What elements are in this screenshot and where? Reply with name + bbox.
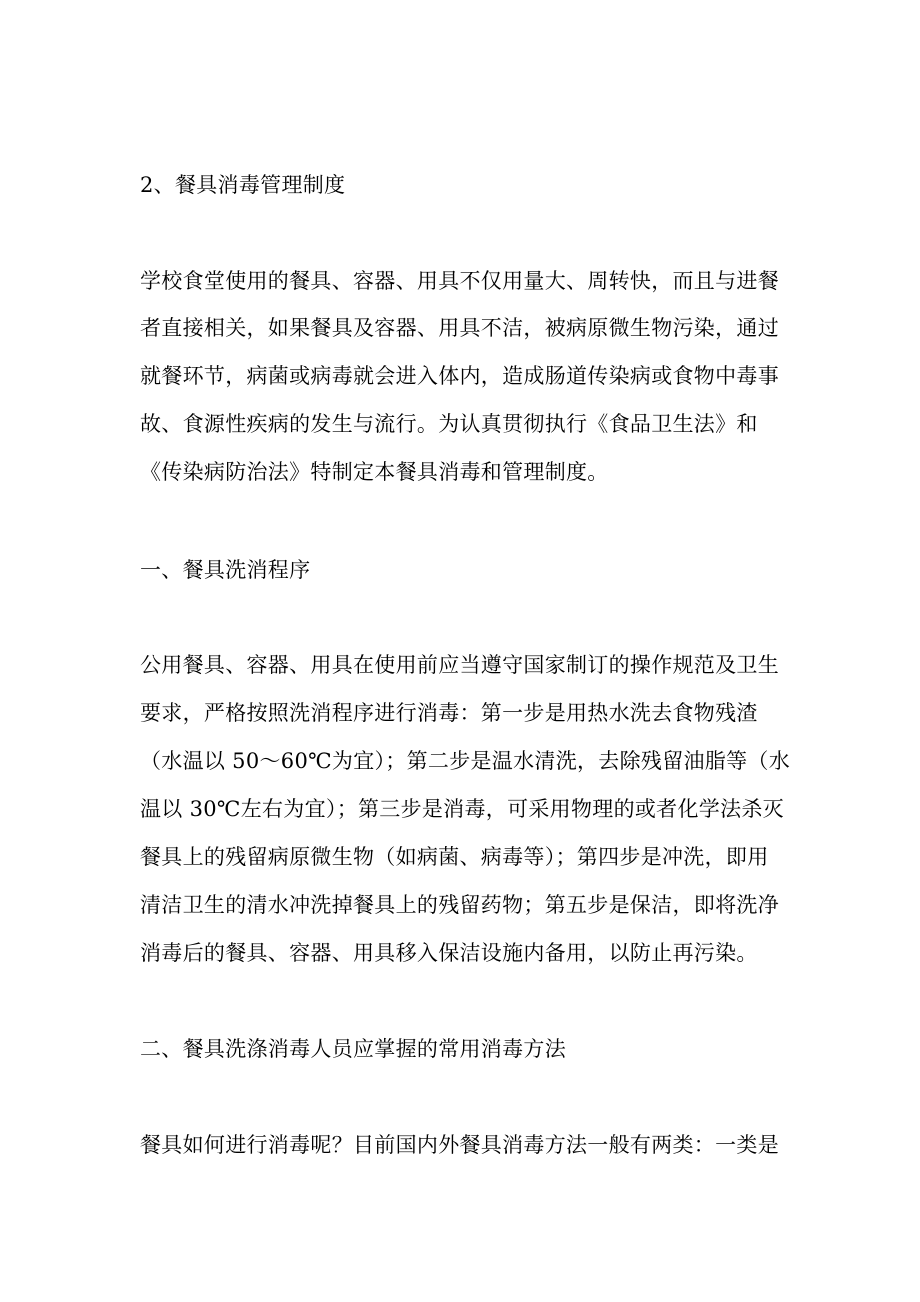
intro-line: 就餐环节，病菌或病毒就会进入体内，造成肠道传染病或食物中毒事 — [140, 364, 779, 388]
section1-line: 餐具上的残留病原微生物（如病菌、病毒等）；第四步是冲洗，即用 — [140, 845, 769, 869]
intro-line: 者直接相关，如果餐具及容器、用具不洁，被病原微生物污染，通过 — [140, 316, 779, 340]
section2-line: 餐具如何进行消毒呢？目前国内外餐具消毒方法一般有两类：一类是 — [140, 1133, 779, 1157]
document-title: 2、餐具消毒管理制度 — [140, 173, 346, 197]
section1-line: 消毒后的餐具、容器、用具移入保洁设施内备用，以防止再污染。 — [140, 941, 758, 965]
section1-line: 要求，严格按照洗消程序进行消毒：第一步是用热水洗去食物残渣 — [140, 701, 758, 725]
intro-line: 《传染病防治法》特制定本餐具消毒和管理制度。 — [140, 460, 609, 484]
section1-line: 温以 30℃左右为宜）；第三步是消毒，可采用物理的或者化学法杀灭 — [140, 797, 784, 821]
section2-heading: 二、餐具洗涤消毒人员应掌握的常用消毒方法 — [140, 1037, 566, 1061]
section1-heading: 一、餐具洗消程序 — [140, 558, 311, 582]
section1-line: （水温以 50～60℃为宜）；第二步是温水清洗，去除残留油脂等（水 — [140, 749, 791, 773]
section1-line: 清洁卫生的清水冲洗掉餐具上的残留药物；第五步是保洁，即将洗净 — [140, 893, 779, 917]
intro-line: 故、食源性疾病的发生与流行。为认真贯彻执行《食品卫生法》和 — [140, 412, 758, 436]
intro-line: 学校食堂使用的餐具、容器、用具不仅用量大、周转快，而且与进餐 — [140, 269, 779, 293]
section1-line: 公用餐具、容器、用具在使用前应当遵守国家制订的操作规范及卫生 — [140, 653, 779, 677]
